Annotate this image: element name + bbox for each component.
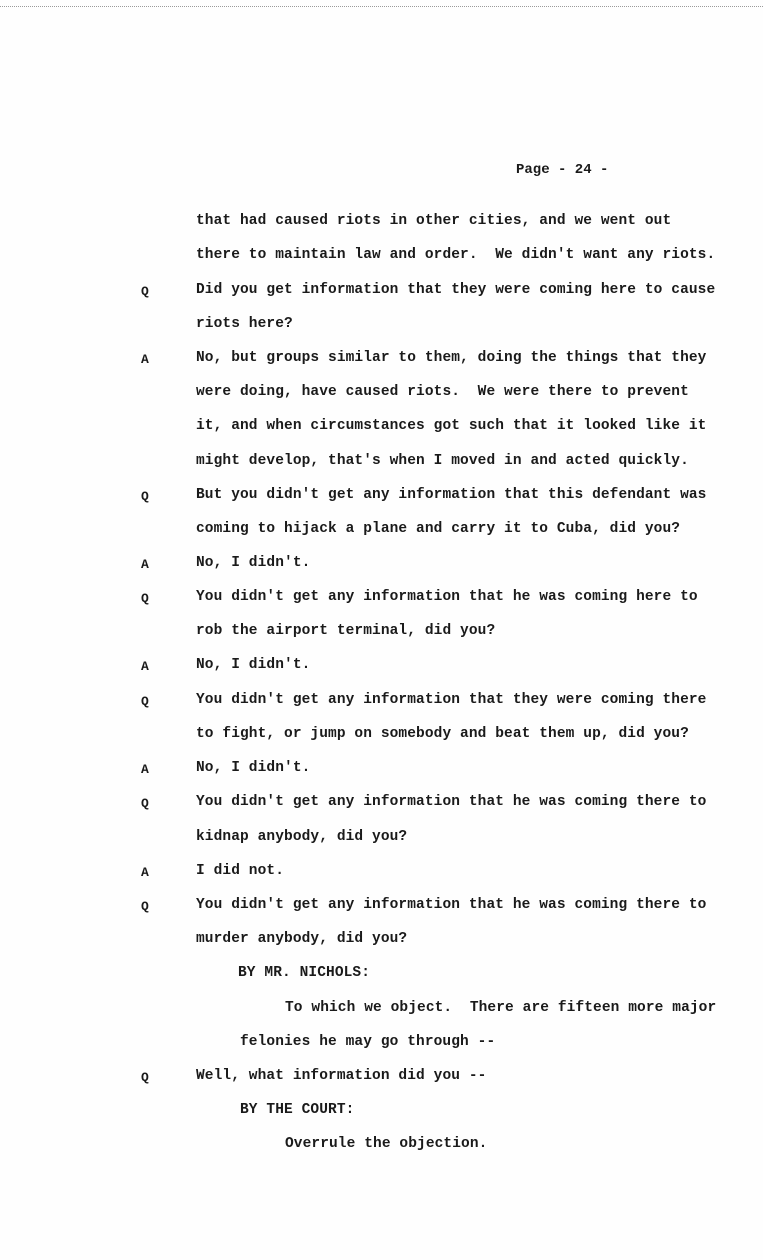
speaker-heading: BY THE COURT: (240, 1102, 355, 1118)
transcript-line: were doing, have caused riots. We were there to prevent (196, 384, 689, 400)
transcript-line: coming to hijack a plane and carry it to Cuba, did you? (196, 521, 681, 537)
speaker-marker: Q (141, 899, 149, 914)
transcript-line: I did not. (196, 863, 285, 879)
transcript-line: No, I didn't. (196, 760, 311, 776)
transcript-line: No, but groups similar to them, doing the things that they (196, 350, 707, 366)
speaker-marker: A (141, 557, 149, 572)
transcript-line: To which we object. There are fifteen more major (285, 1000, 717, 1016)
transcript-line: murder anybody, did you? (196, 931, 408, 947)
transcript-line: rob the airport terminal, did you? (196, 623, 496, 639)
transcript-line: to fight, or jump on somebody and beat them up, did you? (196, 726, 689, 742)
transcript-line: riots here? (196, 316, 293, 332)
transcript-line: Overrule the objection. (285, 1136, 488, 1152)
transcript-line: You didn't get any information that he was coming there to (196, 897, 707, 913)
speaker-marker: Q (141, 489, 149, 504)
transcript-line: kidnap anybody, did you? (196, 829, 408, 845)
speaker-marker: A (141, 865, 149, 880)
transcript-line: You didn't get any information that he was coming there to (196, 794, 707, 810)
speaker-marker: A (141, 659, 149, 674)
transcript-line: No, I didn't. (196, 657, 311, 673)
transcript-line: Did you get information that they were coming here to cause (196, 282, 716, 298)
transcript-line: Well, what information did you -- (196, 1068, 487, 1084)
page-top-edge (0, 0, 763, 7)
speaker-heading: BY MR. NICHOLS: (238, 965, 371, 981)
speaker-marker: A (141, 352, 149, 367)
speaker-marker: Q (141, 284, 149, 299)
transcript-line: might develop, that's when I moved in and acted quickly. (196, 453, 689, 469)
speaker-marker: Q (141, 591, 149, 606)
transcript-line: there to maintain law and order. We didn't want any riots. (196, 247, 716, 263)
page-number: Page - 24 - (516, 162, 609, 178)
transcript-line: You didn't get any information that they were coming there (196, 692, 707, 708)
speaker-marker: Q (141, 1070, 149, 1085)
transcript-line: it, and when circumstances got such that it looked like it (196, 418, 707, 434)
speaker-marker: Q (141, 796, 149, 811)
transcript-line: felonies he may go through -- (240, 1034, 496, 1050)
transcript-line: But you didn't get any information that this defendant was (196, 487, 707, 503)
speaker-marker: Q (141, 694, 149, 709)
speaker-marker: A (141, 762, 149, 777)
transcript-line: You didn't get any information that he was coming here to (196, 589, 698, 605)
transcript-line: No, I didn't. (196, 555, 311, 571)
transcript-line: that had caused riots in other cities, and we went out (196, 213, 672, 229)
